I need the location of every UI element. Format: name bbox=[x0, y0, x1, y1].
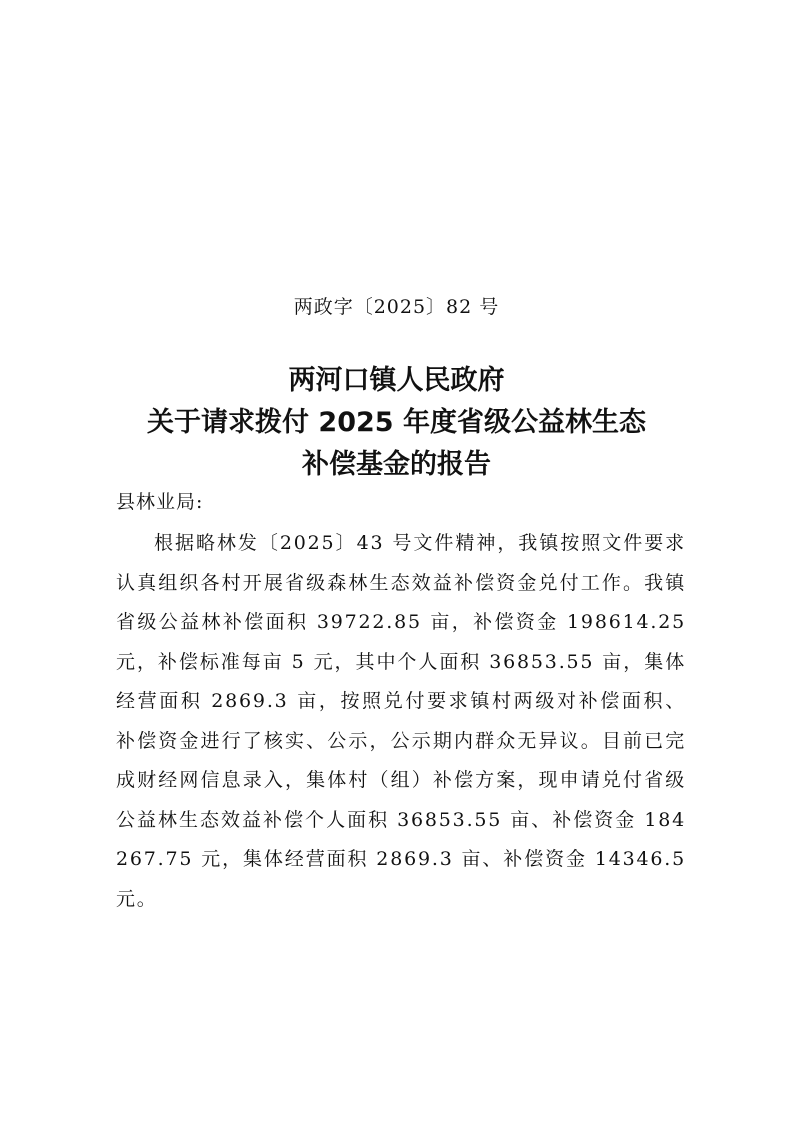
title-line-2: 关于请求拨付 2025 年度省级公益林生态 bbox=[147, 407, 646, 438]
body-text bbox=[116, 524, 686, 919]
body-paragraph: 根据略林发〔2025〕43 号文件精神，我镇按照文件要求认真组织各村开展省级森林生态效益补偿资金兑付工作。我镇省级公益林补偿面积 39722.85 亩，补偿资金 198614.25 元，补偿标准每亩 5 元，其中个人面积 36853.55 亩，集体经营面积 2869.3 亩，按照兑付要求镇村两级对补偿面积、补偿资金进行了核实、公示，公示期内群众无异议。目前已完成财经网信息录入，集体村（组）补偿方案，现申请兑付省级公益林生态效益补偿个人面积 36853.55 亩、补偿资金 184267.75 元，集体经营面积 2869.3 亩、补偿资金 14346.5 元。 bbox=[116, 532, 686, 910]
document-title bbox=[0, 360, 793, 486]
document-number: 两政字〔2025〕82 号 bbox=[293, 296, 500, 318]
title-line-1: 两河口镇人民政府 bbox=[288, 365, 505, 396]
addressee: 县林业局: bbox=[116, 491, 204, 513]
title-line-3: 补偿基金的报告 bbox=[302, 449, 491, 480]
